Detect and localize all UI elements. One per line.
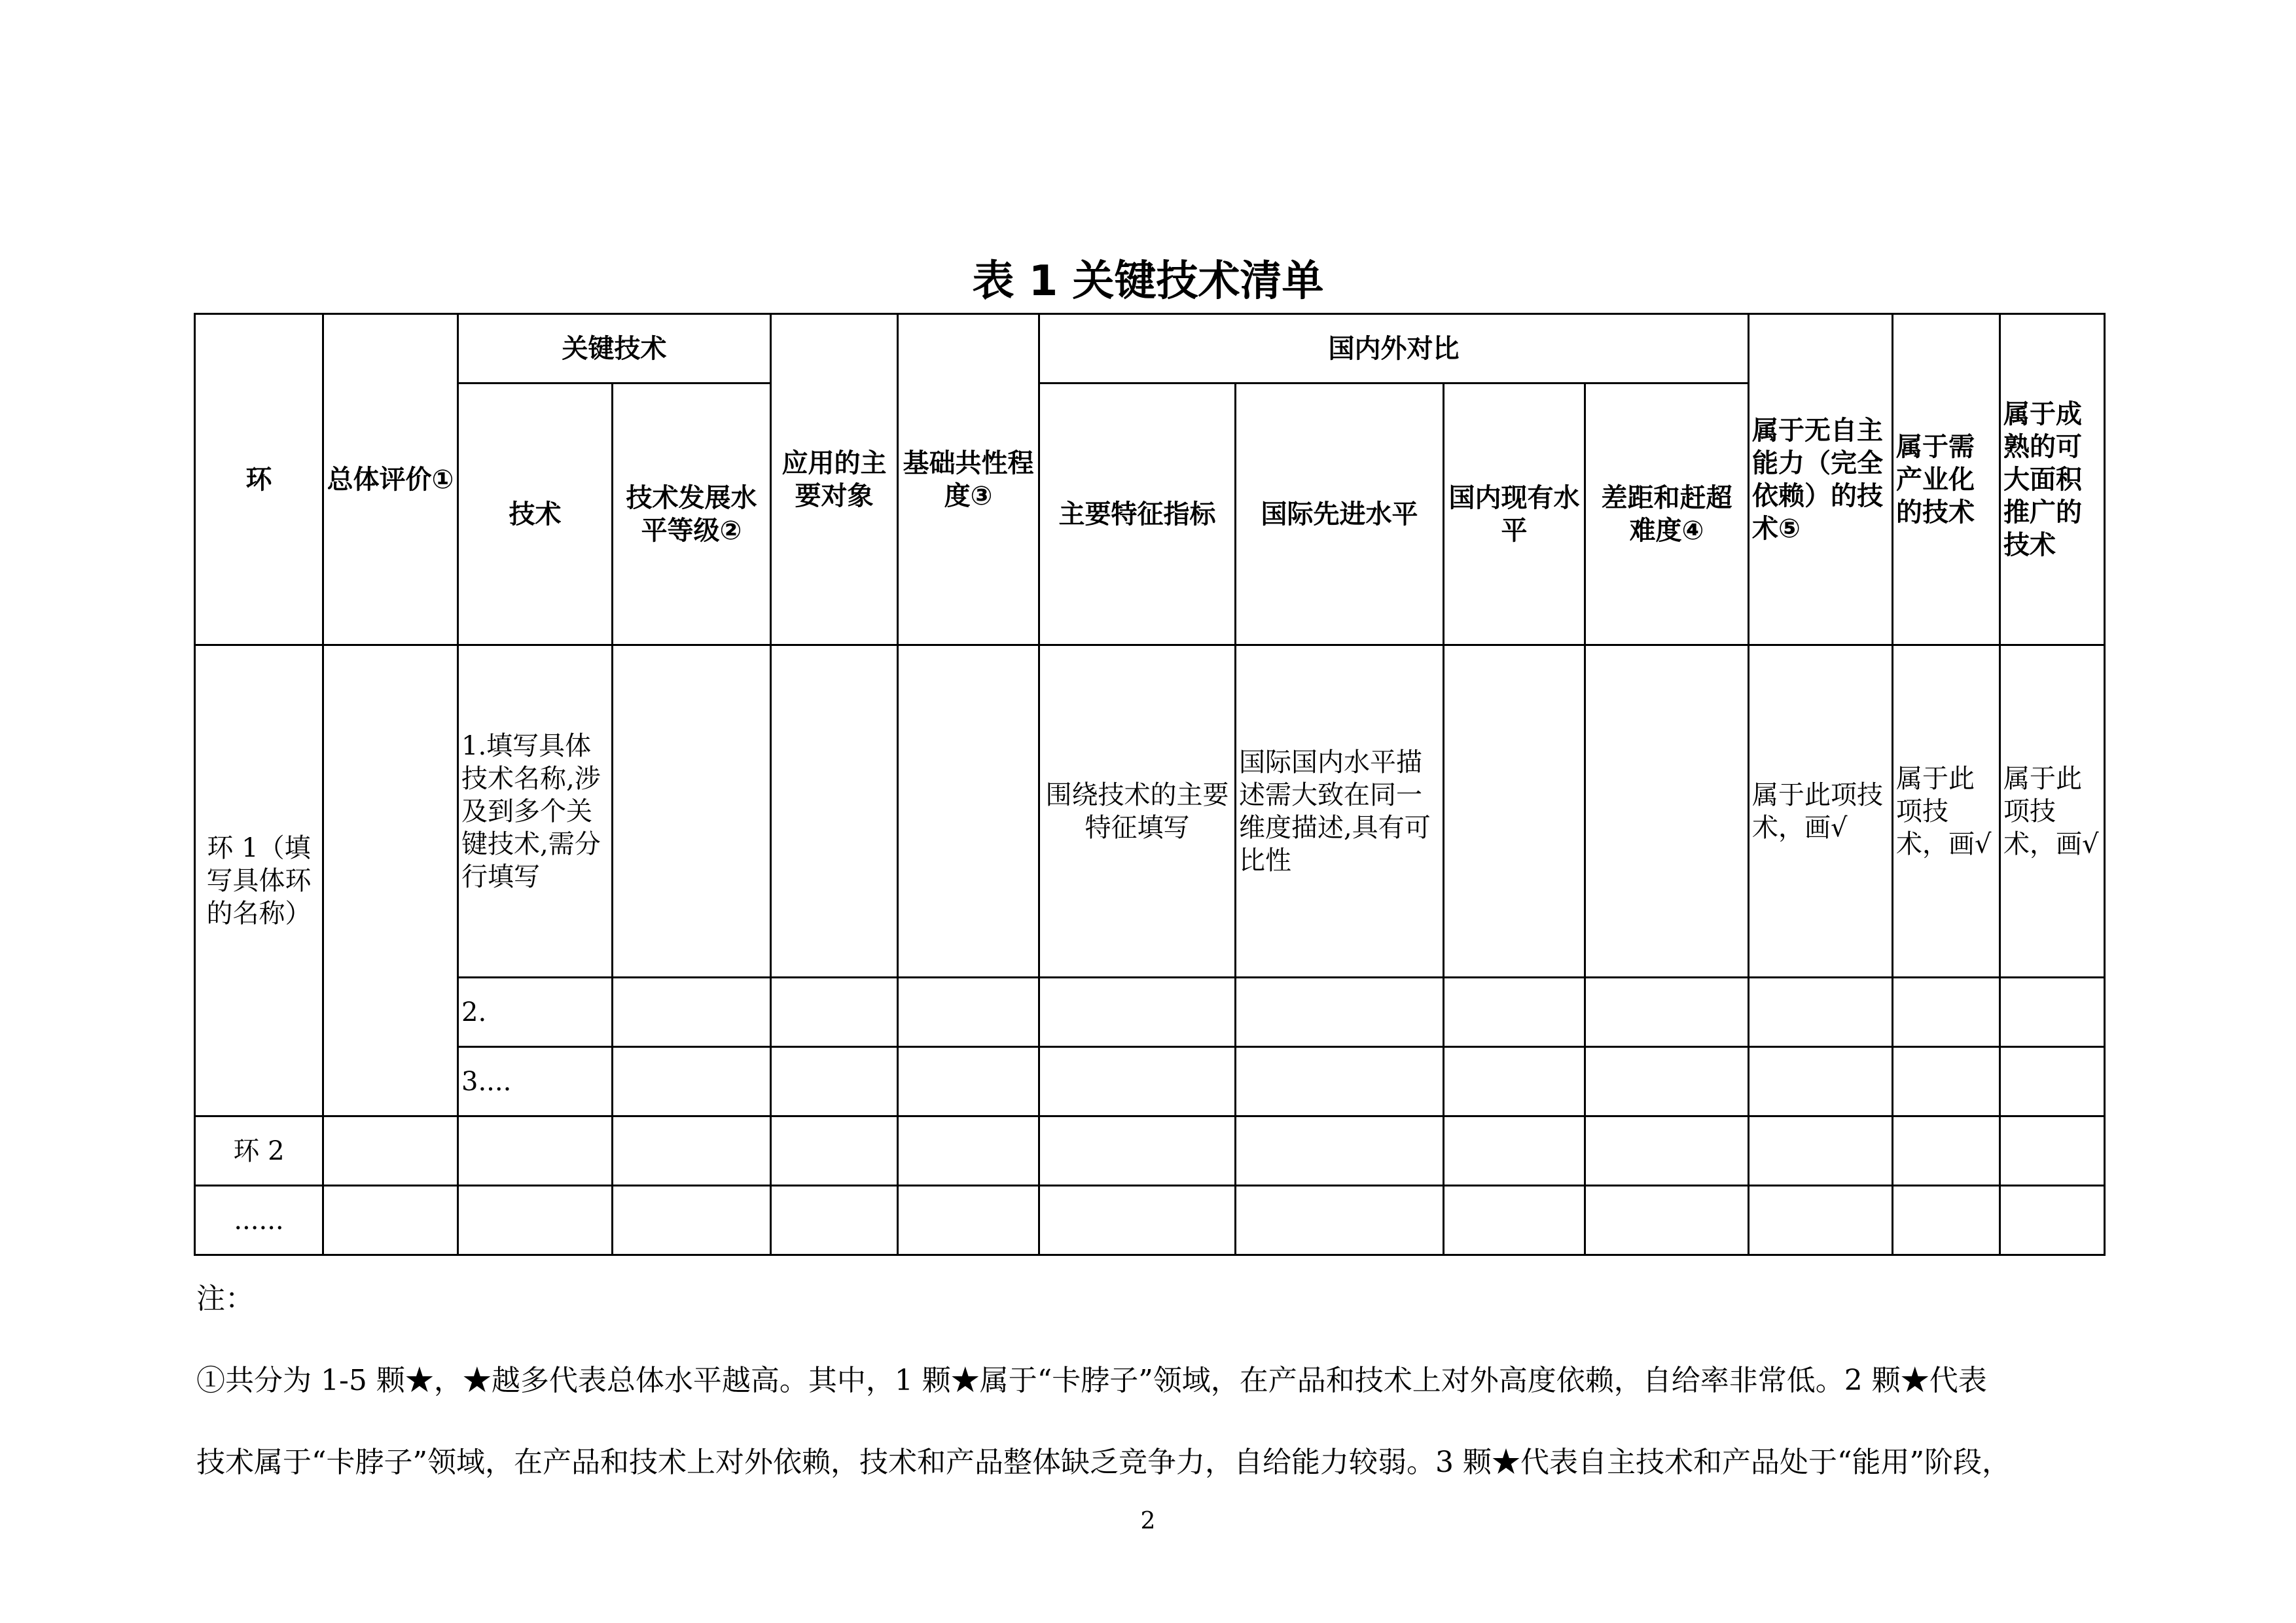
empty-cell (771, 1186, 898, 1255)
empty-cell (1444, 978, 1585, 1047)
empty-cell (898, 645, 1039, 978)
empty-cell (771, 645, 898, 978)
empty-cell (1893, 1047, 2000, 1116)
empty-cell (1236, 1047, 1444, 1116)
empty-cell (1039, 1186, 1236, 1255)
ring1-no-autonomy: 属于此项技术，画√ (1749, 645, 1893, 978)
empty-cell (898, 1186, 1039, 1255)
empty-cell (323, 1116, 458, 1186)
header-comparison-group: 国内外对比 (1039, 314, 1749, 383)
empty-cell (898, 1047, 1039, 1116)
table-row (195, 645, 2105, 978)
empty-cell (1749, 1116, 1893, 1186)
header-mature: 属于成熟的可大面积推广的技术 (2000, 314, 2105, 645)
table-row (195, 1116, 2105, 1186)
ring1-international: 国际国内水平描述需大致在同一维度描述,具有可比性 (1236, 645, 1444, 978)
ring2-name: 环 2 (195, 1116, 323, 1186)
ring1-tech3: 3.... (458, 1047, 613, 1116)
notes-label: 注： (196, 1282, 254, 1315)
ring1-overall-cell (323, 645, 458, 1116)
empty-cell (2000, 1047, 2105, 1116)
header-overall-evaluation: 总体评价① (323, 314, 458, 645)
page-number: 2 (1140, 1508, 1156, 1535)
empty-cell (898, 1116, 1039, 1186)
empty-cell (1893, 978, 2000, 1047)
empty-cell (1749, 978, 1893, 1047)
ring1-industrialize: 属于此项技术，画√ (1893, 645, 2000, 978)
empty-cell (1585, 1186, 1749, 1255)
ring1-mature: 属于此项技术，画√ (2000, 645, 2105, 978)
header-development-level: 技术发展水平等级② (613, 383, 771, 645)
empty-cell (1585, 1047, 1749, 1116)
empty-cell (613, 978, 771, 1047)
empty-cell (1444, 1186, 1585, 1255)
empty-cell (1039, 978, 1236, 1047)
empty-cell (613, 1047, 771, 1116)
header-no-autonomy: 属于无自主能力（完全依赖）的技术⑤ (1749, 314, 1893, 645)
empty-cell (2000, 1116, 2105, 1186)
empty-cell (613, 645, 771, 978)
empty-cell (1444, 1116, 1585, 1186)
table-row (195, 978, 2105, 1047)
empty-cell (458, 1186, 613, 1255)
table-row (195, 1186, 2105, 1255)
header-gap-difficulty: 差距和赶超难度④ (1585, 383, 1749, 645)
empty-cell (1893, 1186, 2000, 1255)
empty-cell (1749, 1047, 1893, 1116)
empty-cell (1236, 1186, 1444, 1255)
empty-cell (898, 978, 1039, 1047)
empty-cell (1444, 1047, 1585, 1116)
header-international-level: 国际先进水平 (1236, 383, 1444, 645)
empty-cell (1585, 645, 1749, 978)
header-application-target: 应用的主要对象 (771, 314, 898, 645)
ring1-tech1: 1.填写具体技术名称,涉及到多个关键技术,需分行填写 (458, 645, 613, 978)
empty-cell (2000, 1186, 2105, 1255)
empty-cell (1039, 1047, 1236, 1116)
header-industrialize: 属于需产业化的技术 (1893, 314, 2000, 645)
page-title: 表 1 关键技术清单 (972, 257, 1324, 306)
empty-cell (613, 1186, 771, 1255)
more-rings: ...... (195, 1186, 323, 1255)
key-technology-table (194, 313, 2106, 1256)
header-common-degree: 基础共性程度③ (898, 314, 1039, 645)
empty-cell (1236, 1116, 1444, 1186)
empty-cell (1039, 1116, 1236, 1186)
empty-cell (1585, 1116, 1749, 1186)
empty-cell (1236, 978, 1444, 1047)
empty-cell (613, 1116, 771, 1186)
empty-cell (1749, 1186, 1893, 1255)
ring1-feature: 围绕技术的主要特征填写 (1039, 645, 1236, 978)
empty-cell (458, 1116, 613, 1186)
ring1-name: 环 1（填写具体环的名称） (195, 645, 323, 1116)
header-ring: 环 (195, 314, 323, 645)
empty-cell (771, 1116, 898, 1186)
note-paragraph-2: 技术属于“卡脖子”领域，在产品和技术上对外依赖，技术和产品整体缺乏竞争力，自给能力较弱。3 颗★代表自主技术和产品处于“能用”阶段， (196, 1446, 2011, 1479)
empty-cell (771, 1047, 898, 1116)
empty-cell (2000, 978, 2105, 1047)
empty-cell (1585, 978, 1749, 1047)
header-domestic-level: 国内现有水平 (1444, 383, 1585, 645)
table-row (195, 1047, 2105, 1116)
empty-cell (771, 978, 898, 1047)
header-key-technology-group: 关键技术 (458, 314, 771, 383)
ring1-tech2: 2. (458, 978, 613, 1047)
note-paragraph-1: ①共分为 1-5 颗★，★越多代表总体水平越高。其中，1 颗★属于“卡脖子”领域，在产品和技术上对外高度依赖，自给率非常低。2 颗★代表 (196, 1364, 1987, 1397)
empty-cell (1444, 645, 1585, 978)
header-technology: 技术 (458, 383, 613, 645)
empty-cell (1893, 1116, 2000, 1186)
header-main-feature: 主要特征指标 (1039, 383, 1236, 645)
empty-cell (323, 1186, 458, 1255)
